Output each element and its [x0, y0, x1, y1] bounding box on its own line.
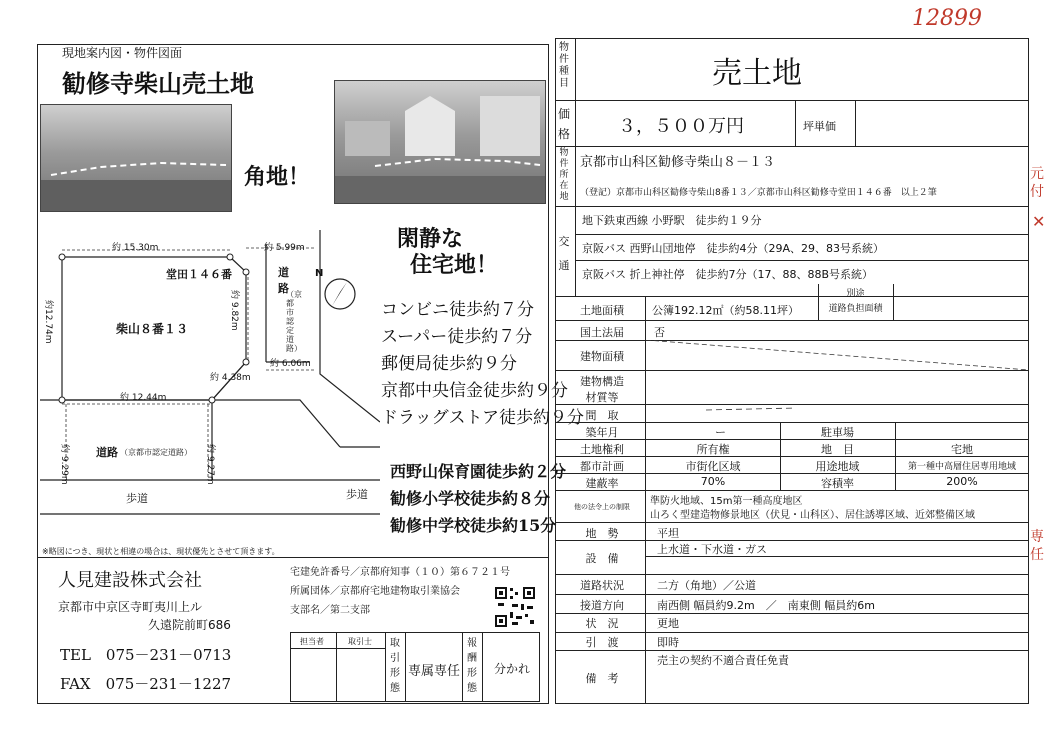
sidewalk-right: 歩道: [346, 488, 368, 501]
school-item: 西野山保育園徒歩約２分: [390, 462, 567, 481]
quiet-text-1: 閑静な: [397, 226, 464, 252]
category-label: 地 目: [821, 443, 854, 456]
built-label: 築年月: [585, 426, 619, 439]
built-value: ー: [715, 426, 726, 439]
dim-road-left: 約 9.29m: [59, 444, 69, 485]
site-photo-left: [40, 104, 232, 212]
trade-group: 所属団体／京都府宅地建物取引業協会: [290, 586, 460, 597]
company-name: 人見建設株式会社: [58, 570, 202, 591]
page-title: 勧修寺柴山売土地: [62, 69, 254, 98]
road-burden-label: 別途 道路負担面積: [828, 289, 883, 314]
location-label: 物 件 所 在 地: [559, 148, 569, 202]
dim-road-right: 約 9.27m: [205, 444, 215, 485]
mode-value: 専属専任: [408, 664, 461, 679]
amenity-item: スーパー徒歩約７分: [381, 327, 533, 347]
national-land-label: 国土法届: [580, 326, 624, 339]
layout-label: 間 取: [585, 409, 619, 422]
facility-label: 設 備: [585, 552, 619, 565]
traffic-label: 交 通: [558, 235, 570, 272]
company-address-2: 久遠院前町686: [148, 618, 231, 632]
remarks-label: 備 考: [585, 672, 619, 685]
company-fax: FAX 075－231－1227: [60, 675, 232, 693]
land-area-label: 土地面積: [580, 304, 624, 317]
road-right-title: 道路: [278, 266, 289, 295]
corner-lot-text: 角地！: [244, 164, 311, 190]
qr-code: [494, 586, 536, 628]
traffic-item: 地下鉄東西線 小野駅 徒歩約１９分: [582, 214, 762, 227]
price-label: 価 格: [558, 107, 571, 141]
rights-label: 土地権利: [580, 443, 624, 456]
dim-top-right: 約 5.99m: [264, 243, 305, 253]
charge-label: 担当者: [300, 637, 324, 646]
lot-label-main: 柴山８番１３: [116, 322, 189, 336]
dim-mid-right: 約 6.06m: [270, 359, 311, 369]
school-item: 勧修小学校徒歩約８分: [390, 489, 551, 508]
coverage-label: 建蔽率: [585, 477, 619, 490]
site-photo-right: [334, 80, 546, 204]
road-bottom-sub: （京都市認定道路）: [120, 448, 192, 457]
law-label: 他の法令上の制限: [574, 503, 630, 511]
status-label: 状 況: [585, 617, 619, 630]
cross-mark: ✕: [1032, 212, 1046, 231]
divider: [37, 557, 549, 558]
far-label: 容積率: [821, 477, 854, 490]
dim-chamfer: 約 4.38m: [210, 373, 251, 383]
terrain-label: 地 勢: [585, 527, 619, 540]
rights-value: 所有権: [696, 443, 730, 456]
sidewalk-left: 歩道: [126, 492, 148, 505]
dim-inner-right: 約 9.82m: [229, 290, 239, 331]
traffic-item: 京阪バス 西野山団地停 徒歩約4分（29A、29、83号系統）: [582, 242, 885, 255]
handler-label: 取引士: [348, 637, 372, 646]
header-label: 現地案内図・物件図面: [62, 46, 183, 60]
road-right-sub: （京都市認定道路）: [286, 290, 302, 353]
branch-name: 支部名／第二支部: [290, 605, 370, 616]
dim-bottom: 約 12.44m: [120, 393, 167, 403]
company-tel: TEL 075－231－0713: [60, 646, 232, 664]
handover-label: 引 渡: [585, 636, 619, 649]
plan-label: 都市計画: [580, 460, 624, 473]
terrain-value: 平坦: [657, 527, 679, 540]
national-land-value: 否: [654, 326, 665, 339]
school-item: 勧修中学校徒歩約15分: [390, 516, 557, 535]
company-address-1: 京都市中京区寺町夷川上ル: [58, 600, 203, 614]
fee-value: 分かれ: [494, 662, 531, 676]
plan-value: 市街化区域: [685, 460, 741, 473]
north-label: N: [315, 268, 324, 279]
coverage-value: 70%: [700, 475, 726, 488]
zone-label: 用途地域: [815, 460, 860, 473]
structure-label-1: 建物構造: [580, 375, 624, 388]
zone-value: 第一種中高層住居専用地域: [907, 462, 1016, 472]
status-value: 更地: [657, 617, 679, 630]
law-line: 山ろく型建造物修景地区（伏見・山科区）、居住誘導区域、近郊整備区域: [650, 510, 975, 521]
quiet-text-2: 住宅地！: [410, 252, 499, 278]
land-area-value: 公簿192.12㎡（約58.11坪）: [652, 304, 799, 317]
lot-label-upper: 堂田１４６番: [166, 268, 232, 281]
license-number: 宅建免許番号／京都府知事（１０）第６７２１号: [290, 567, 510, 578]
mode-label: 取 引 形 態: [390, 638, 400, 694]
handover-value: 即時: [657, 636, 679, 649]
amenity-item: 郵便局徒歩約９分: [381, 354, 517, 374]
parking-label: 駐車場: [821, 426, 854, 439]
dim-top: 約 15.30m: [112, 243, 159, 253]
amenity-item: コンビニ徒歩約７分: [381, 300, 534, 320]
building-area-label: 建物面積: [580, 350, 624, 363]
traffic-item: 京阪バス 折上神社停 徒歩約7分（17、88、88B号系統）: [582, 268, 874, 281]
location-registered: （登記）京都市山科区勧修寺柴山8番１３／京都市山科区勧修寺堂田１４６番 以上２筆: [580, 188, 937, 198]
road-label: 道路状況: [580, 579, 624, 592]
type-value: 売土地: [712, 56, 802, 91]
remarks-value: 売主の契約不適合責任免責: [657, 654, 789, 667]
amenity-item: ドラッグストア徒歩約９分: [381, 408, 584, 428]
amenity-list: [381, 297, 584, 432]
road-value: 二方（角地）／公道: [657, 579, 756, 592]
facility-value: 上水道・下水道・ガス: [657, 543, 767, 556]
amenity-item: 京都中央信金徒歩約９分: [381, 381, 568, 401]
school-list: [390, 458, 566, 539]
category-value: 宅地: [951, 443, 973, 456]
frontage-value: 南西側 幅員約9.2m ／ 南東側 幅員約6m: [657, 599, 875, 612]
fee-label: 報 酬 形 態: [467, 638, 477, 694]
side-note-sennin: 専任: [1030, 529, 1044, 563]
handwritten-id: 12899: [912, 6, 982, 31]
type-label: 物 件 種 目: [559, 42, 569, 89]
location-value: 京都市山科区勧修寺柴山８－１３: [580, 155, 776, 170]
tsubo-label: 坪単価: [803, 120, 836, 133]
road-bottom-title: 道路: [96, 446, 118, 459]
dim-left: 約12.74m: [43, 300, 53, 344]
frontage-label: 接道方向: [580, 599, 624, 612]
plan-note: ※略図につき、現状と相違の場合は、現状優先とさせて頂きます。: [42, 547, 280, 556]
structure-label-2: 材質等: [585, 391, 619, 404]
side-note-motozuke: 元付: [1030, 166, 1044, 200]
not-applicable-diagonal: [646, 340, 1029, 422]
price-value: ３，５００万円: [618, 116, 744, 137]
far-value: 200%: [946, 475, 978, 488]
law-line: 準防火地域、15m第一種高度地区: [650, 496, 803, 507]
